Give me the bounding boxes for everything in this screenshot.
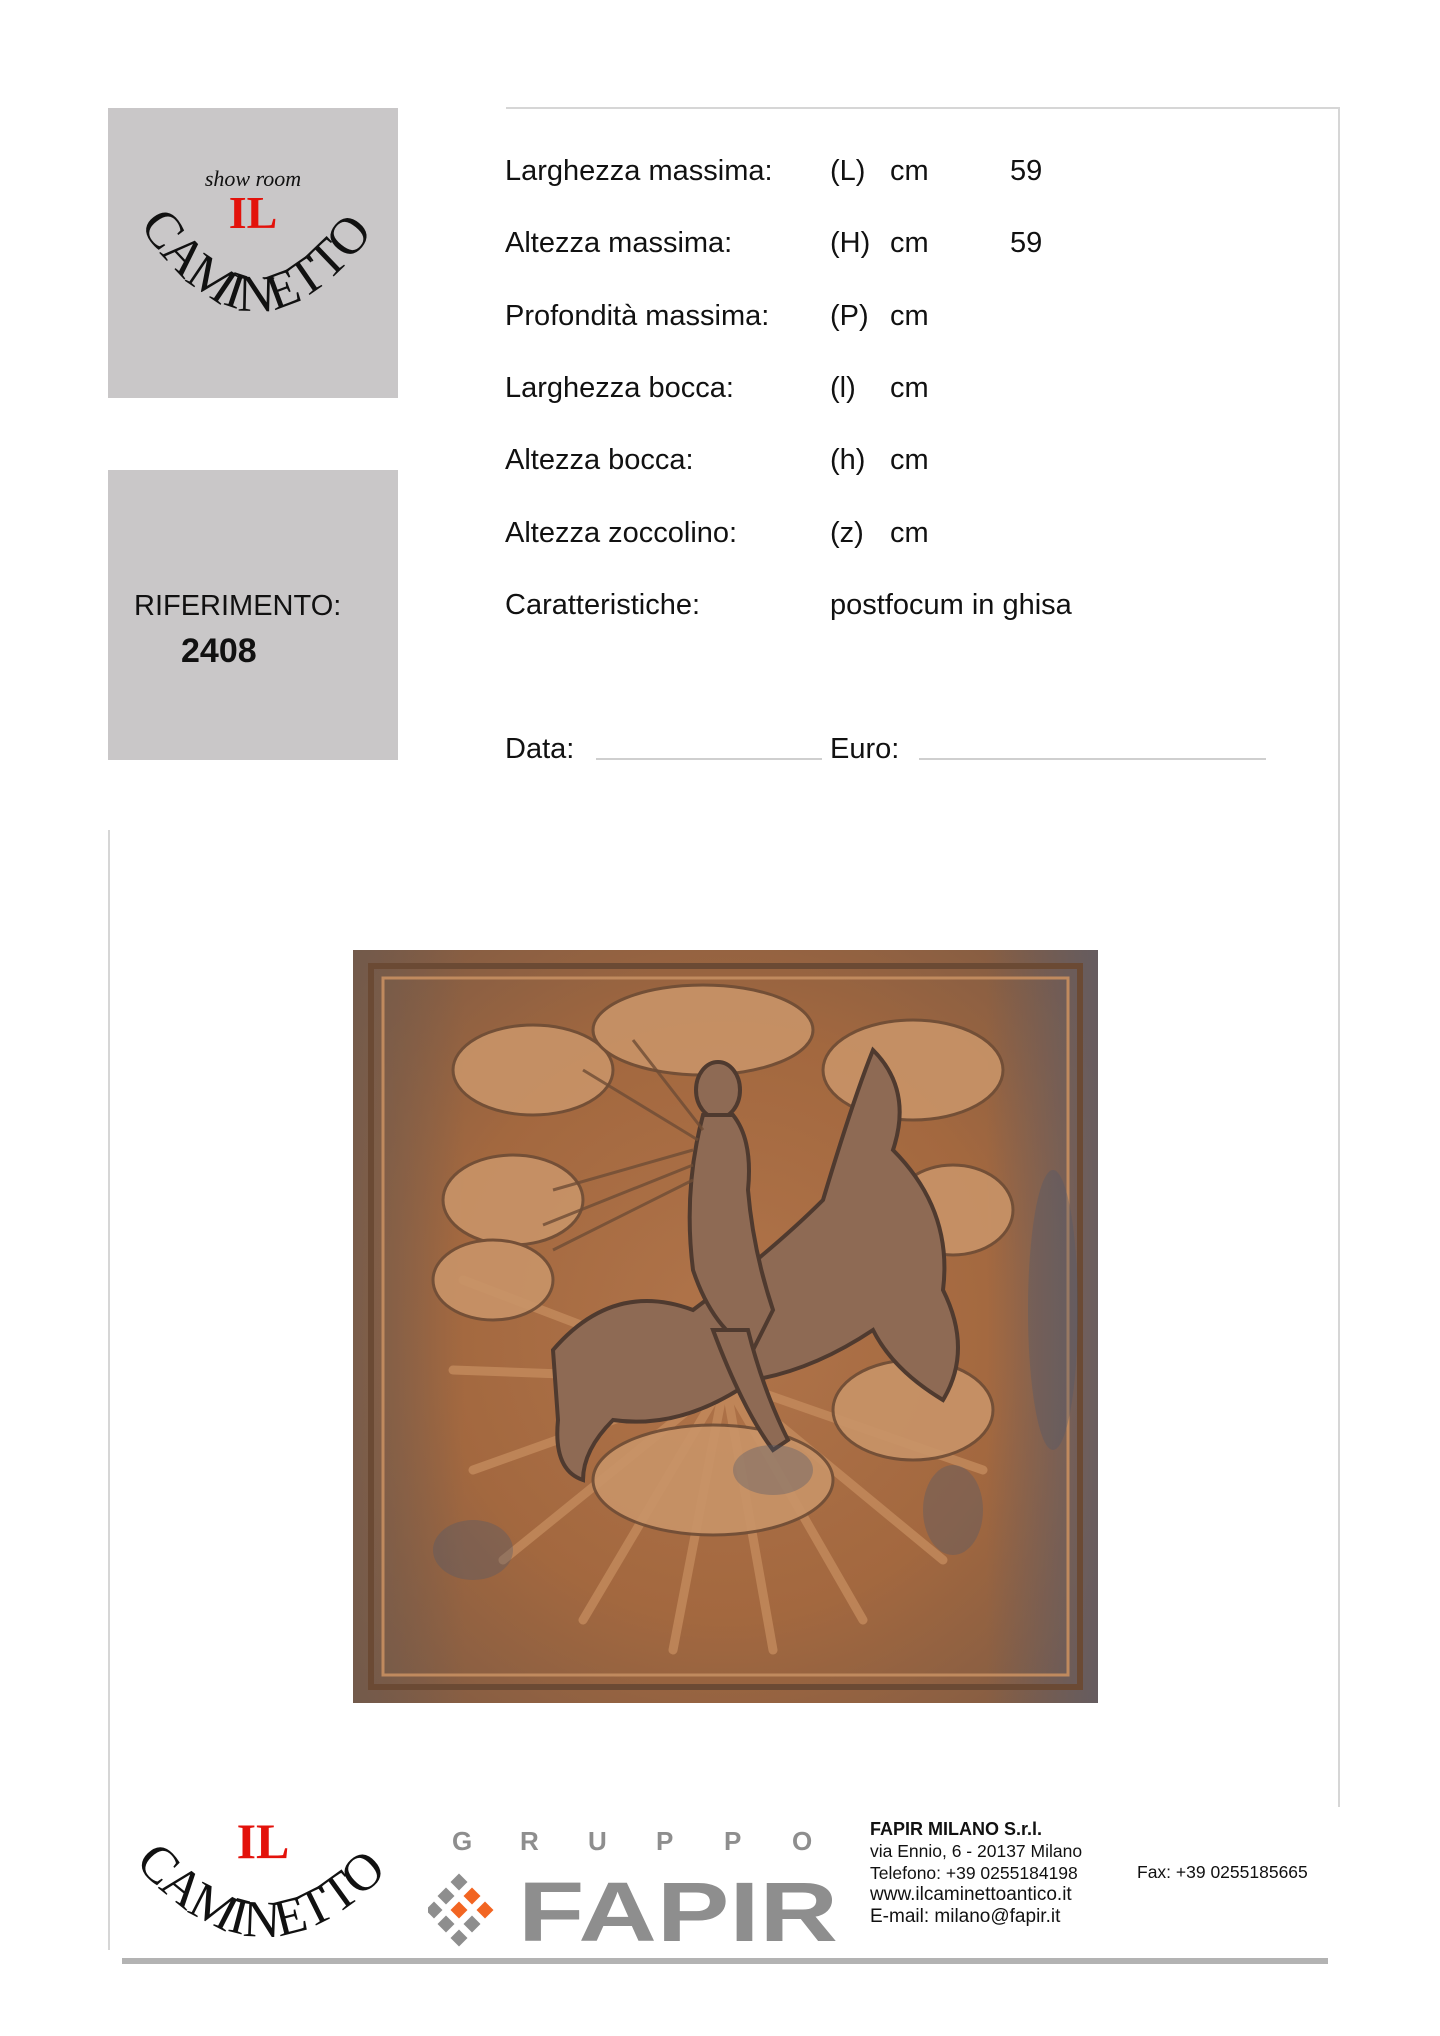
spec-label: Altezza zoccolino:	[505, 517, 738, 549]
reference-label: RIFERIMENTO:	[134, 590, 342, 622]
frame-left-line	[108, 830, 110, 1950]
spec-code: (P)	[830, 300, 869, 332]
fapir-wordmark: FAPIR	[518, 1865, 838, 1948]
cast-iron-fireback-image	[353, 950, 1098, 1703]
gruppo-letter: P	[656, 1826, 674, 1856]
company-fax: Fax: +39 0255185665	[1137, 1862, 1308, 1882]
show-room-text: show room	[204, 166, 302, 191]
date-fill-line[interactable]	[596, 758, 822, 760]
reference-value: 2408	[181, 632, 257, 670]
fapir-logo	[428, 1858, 848, 1948]
spec-unit: cm	[890, 517, 929, 549]
spec-value: 59	[1010, 227, 1043, 259]
spec-code: (l)	[830, 372, 856, 404]
contact-block	[870, 1818, 1082, 1928]
logo-caminetto-text: CAMINETTO	[129, 198, 383, 324]
spec-label: Altezza massima:	[505, 227, 733, 259]
gruppo-letter: G	[452, 1826, 473, 1856]
spec-unit: cm	[890, 227, 929, 259]
reference-box	[108, 470, 398, 760]
spec-code: (h)	[830, 444, 866, 476]
spec-value: 59	[1010, 155, 1043, 187]
spec-label: Profondità massima:	[505, 300, 770, 332]
spec-unit: cm	[890, 300, 929, 332]
date-label: Data:	[505, 733, 575, 765]
spec-unit: cm	[890, 155, 929, 187]
footer-caminetto-logo	[110, 1810, 410, 1960]
fapir-diamond-icon	[428, 1874, 493, 1947]
spec-code: (L)	[830, 155, 866, 187]
spec-unit: cm	[890, 372, 929, 404]
gruppo-letter: R	[520, 1826, 539, 1856]
spec-label: Larghezza bocca:	[505, 372, 734, 404]
gruppo-letter: P	[724, 1826, 742, 1856]
frame-right-line	[1338, 107, 1340, 1807]
gruppo-letter: O	[792, 1826, 813, 1856]
spec-code: (H)	[830, 227, 871, 259]
features-label: Caratteristiche:	[505, 589, 701, 621]
spec-label: Larghezza massima:	[505, 155, 773, 187]
company-phone: Telefono: +39 0255184198	[870, 1863, 1078, 1883]
company-email[interactable]: E-mail: milano@fapir.it	[870, 1906, 1061, 1927]
spec-label: Altezza bocca:	[505, 444, 694, 476]
logo-caminetto-arc	[108, 108, 398, 398]
company-website[interactable]: www.ilcaminettoantico.it	[870, 1884, 1072, 1905]
footer-caminetto-text: CAMINETTO	[125, 1831, 396, 1950]
spec-unit: cm	[890, 444, 929, 476]
euro-fill-line[interactable]	[919, 758, 1266, 760]
showroom-logo	[108, 108, 398, 398]
gruppo-letter: U	[588, 1826, 607, 1856]
features-value: postfocum in ghisa	[830, 589, 1072, 621]
company-name: FAPIR MILANO S.r.l.	[870, 1819, 1043, 1839]
gruppo-wordmark	[446, 1820, 826, 1860]
logo-il-text: IL	[228, 187, 278, 238]
frame-top-line	[506, 107, 1340, 109]
euro-label: Euro:	[830, 733, 900, 765]
company-address: via Ennio, 6 - 20137 Milano	[870, 1841, 1083, 1861]
footer-il-text: IL	[236, 1813, 290, 1869]
spec-code: (z)	[830, 517, 864, 549]
